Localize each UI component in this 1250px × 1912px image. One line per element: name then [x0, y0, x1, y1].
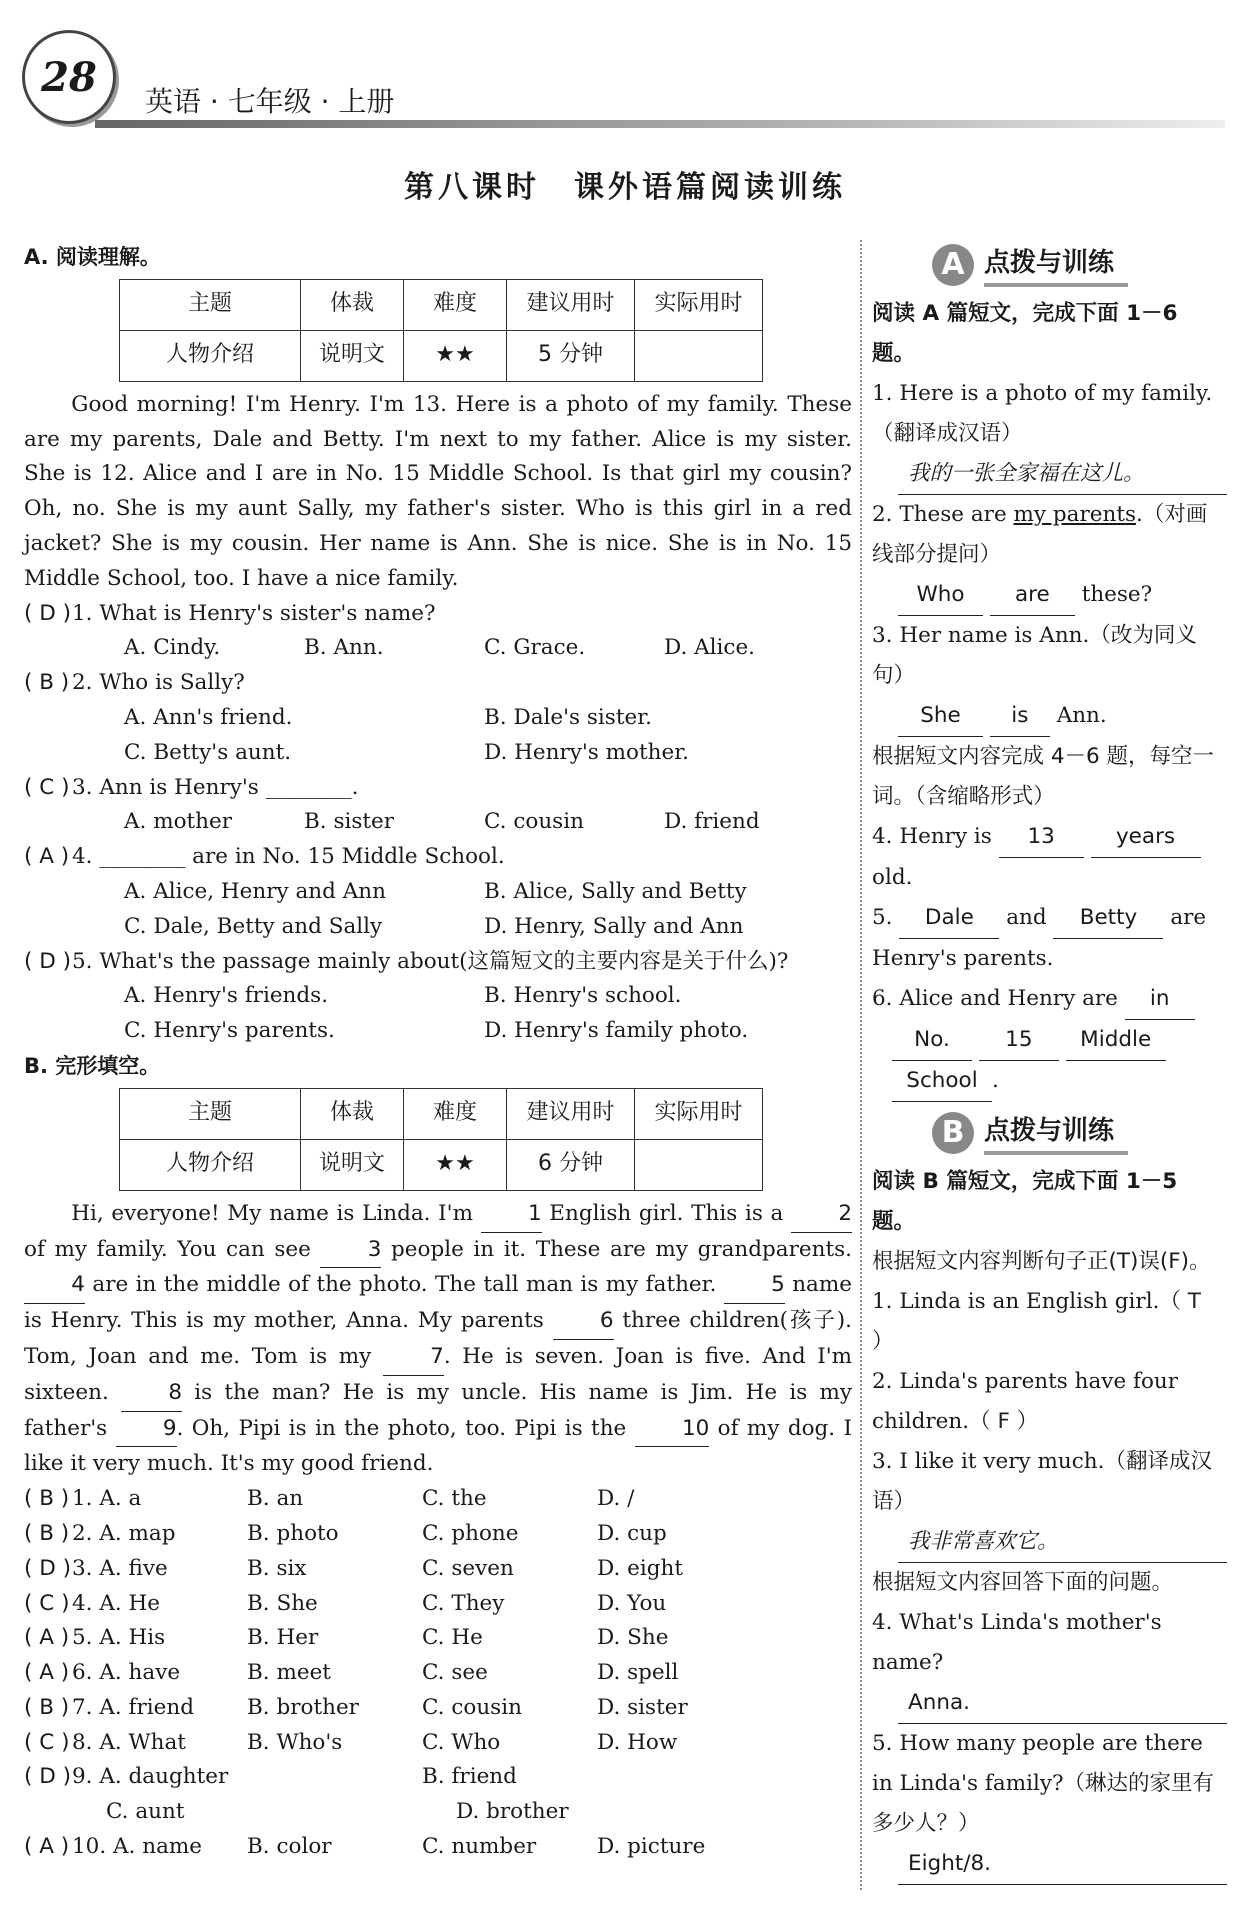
question-stem [24, 840, 852, 875]
section-a-info-table [119, 279, 763, 382]
stem-text: 5. What's the passage mainly about(这篇短文的主要内容是关于什么)? [72, 948, 789, 974]
option: B. Alice, Sally and Betty [484, 878, 747, 904]
tips-a-intro: 阅读 A 篇短文，完成下面 1－6 题。 [872, 301, 1178, 366]
blank-number: 8 [121, 1376, 182, 1412]
th-actual-time: 实际用时 [635, 279, 763, 330]
rb-a1: T [1187, 1289, 1201, 1314]
blank-number: 7 [383, 1340, 444, 1376]
option: C. Betty's aunt. [124, 739, 292, 765]
rb-a5: Eight/8. [898, 1844, 1227, 1885]
tips-a-intro2: 根据短文内容完成 4－6 题，每空一词。（含缩略形式） [872, 744, 1215, 809]
question-a-5 [24, 945, 852, 1049]
blank-number: 4 [24, 1268, 85, 1304]
passage-b [24, 1197, 852, 1482]
ra-q5 [872, 898, 1227, 979]
ra-a2-tail: these? [1081, 582, 1153, 607]
option-list [72, 1587, 772, 1622]
option: B. Dale's sister. [484, 704, 652, 730]
th-suggested-time: 建议用时 [507, 1088, 635, 1139]
option: D. How [597, 1729, 678, 1755]
passage-text: . He is seven. Joan is five. And I'm sixteen. [24, 1343, 852, 1405]
question-b-4 [24, 1587, 852, 1622]
question-a-3 [24, 771, 852, 841]
option: D. You [597, 1590, 667, 1616]
option: A. Ann's friend. [124, 704, 293, 730]
passage-text: three children(孩子). Tom, Joan and me. Tom is my [24, 1308, 853, 1369]
rb-q4: 4. What's Linda's mother's name? [872, 1610, 1162, 1675]
option: 3. A. five [72, 1555, 168, 1581]
answer-slot: ( B ) [24, 1520, 70, 1546]
question-b-9-cont [24, 1795, 852, 1830]
option [281, 1795, 456, 1830]
option: 10. A. name [72, 1834, 202, 1860]
option: C. They [422, 1590, 505, 1616]
option [247, 1760, 422, 1795]
option: C. phone [422, 1520, 519, 1546]
tips-b-header [932, 1108, 1227, 1158]
tips-b-intro: 阅读 B 篇短文，完成下面 1－5 题。 [872, 1169, 1178, 1234]
tips-b-intro2: 根据短文内容判断句子正(T)误(F)。 [872, 1249, 1211, 1274]
passage-a: Good morning! I'm Henry. I'm 13. Here is a photo of my family. These are my parents, Dale and Betty. I'm next to my father. Alice is my sister. She is 12. Alice and I are in No. 15 Middle School. Is that girl my cousin? Oh, no. She is my aunt Sally, my father's sister. Who is this girl in a red jacket? She is my cousin. Her name is Ann. She is nice. She is in No. 15 Middle School, too. I have a nice family. [24, 391, 852, 591]
option: B. six [247, 1555, 307, 1581]
option: D. Alice. [664, 635, 756, 661]
option: D. Henry's family photo. [484, 1018, 749, 1044]
ra-q5-blank2: Betty [1053, 898, 1163, 939]
ra-a3-blank1: She [898, 696, 983, 737]
ra-q6 [872, 979, 1227, 1102]
passage-text: are in the middle of the photo. The tall man is my father. [84, 1272, 724, 1298]
lesson-title: 第八课时 课外语篇阅读训练 [404, 170, 846, 205]
question-b-5 [24, 1621, 852, 1656]
option: D. brother [456, 1799, 569, 1825]
option [597, 1760, 772, 1795]
passage-text: of my dog. I like it very much. It's my good friend. [24, 1415, 852, 1477]
stem-text: 4. ________ are in No. 15 Middle School. [72, 844, 505, 870]
option-list [72, 1517, 772, 1552]
option: D. Henry, Sally and Ann [484, 913, 744, 939]
ra-q5-num: 5. [872, 905, 893, 930]
th-genre: 体裁 [301, 1088, 404, 1139]
option-list [24, 1795, 852, 1830]
option: B. friend [422, 1764, 517, 1790]
answer-slot: ( B ) [24, 1486, 70, 1512]
ra-q6-blank2: No. [892, 1020, 972, 1061]
question-stem [24, 597, 852, 632]
option: B. Ann. [304, 635, 384, 661]
option: D. sister [597, 1694, 688, 1720]
ra-q6-blank4: Middle [1066, 1020, 1166, 1061]
option-list [72, 1482, 772, 1517]
ra-a2-blank1: Who [898, 575, 983, 616]
answer-slot: ( C ) [24, 774, 70, 800]
ra-q3: 3. Her name is Ann.（改为同义句） [872, 623, 1197, 688]
option: A. Cindy. [124, 635, 221, 661]
option: B. Who's [247, 1729, 343, 1755]
column-divider [860, 240, 862, 1890]
option: 7. A. friend [72, 1694, 194, 1720]
section-b-info-table [119, 1088, 763, 1191]
th-genre: 体裁 [301, 279, 404, 330]
blank-number: 1 [481, 1197, 542, 1233]
question-b-3 [24, 1552, 852, 1587]
option-list [72, 1760, 772, 1795]
page-number: 28 [22, 30, 116, 124]
ra-q2: 2. These are my parents.（对画线部分提问） [872, 502, 1208, 567]
td-difficulty: ★★ [404, 1139, 507, 1190]
rb-q2: 2. Linda's parents have four children.（ F ） [872, 1369, 1179, 1434]
ra-q1: 1. Here is a photo of my family.（翻译成汉语） [872, 381, 1213, 446]
answer-slot: ( A ) [24, 1625, 70, 1651]
option: C. Who [422, 1729, 501, 1755]
option: B. color [247, 1834, 332, 1860]
badge-a-icon: A [932, 244, 974, 286]
passage-text: name is Henry. This is my mother, Anna. My parents [24, 1272, 852, 1334]
ra-a3-blank2: is [990, 696, 1050, 737]
option: B. photo [247, 1520, 339, 1546]
question-b-1 [24, 1482, 852, 1517]
rb-q1-text: 1. Linda is an English girl.（ [872, 1289, 1181, 1314]
passage-text: of my family. You can see [24, 1236, 321, 1262]
badge-b-icon: B [932, 1112, 974, 1154]
th-actual-time: 实际用时 [635, 1088, 763, 1139]
right-column [872, 240, 1227, 1885]
rb-a3: 我非常喜欢它。 [898, 1522, 1227, 1563]
question-a-1 [24, 597, 852, 667]
stem-text: 1. What is Henry's sister's name? [72, 600, 436, 626]
option: B. Her [247, 1625, 319, 1651]
option: B. an [247, 1486, 304, 1512]
ra-a2-blank2: are [990, 575, 1075, 616]
subject-title: 英语 · 七年级 · 上册 [145, 85, 395, 118]
rb-a2: F [997, 1409, 1010, 1434]
blank-number: 10 [635, 1412, 710, 1448]
option: 4. A. He [72, 1590, 161, 1616]
option: C. number [422, 1834, 537, 1860]
option: C. cousin [484, 809, 584, 835]
option: C. the [422, 1486, 487, 1512]
ra-q5-and: and [1006, 905, 1047, 930]
tips-b-title: 点拨与训练 [984, 1111, 1128, 1155]
ra-q4-text: 4. Henry is [872, 824, 992, 849]
page-header [0, 0, 1250, 140]
option-list [24, 631, 852, 666]
option: A. Henry's friends. [124, 983, 329, 1009]
option [631, 1795, 806, 1830]
option: D. picture [597, 1834, 706, 1860]
answer-slot: ( D ) [24, 1764, 71, 1790]
ra-q2-underlined: my parents [1013, 502, 1136, 527]
option: B. Henry's school. [484, 983, 682, 1009]
ra-a3 [872, 696, 1227, 737]
ra-q6-text: 6. Alice and Henry are [872, 986, 1118, 1011]
tips-a-header [932, 240, 1227, 290]
ra-a1: 我的一张全家福在这儿。 [898, 454, 1227, 495]
tips-a-title: 点拨与训练 [984, 243, 1128, 287]
ra-q6-blank3: 15 [979, 1020, 1059, 1061]
blank-number: 3 [320, 1233, 381, 1269]
option: 2. A. map [72, 1520, 176, 1546]
passage-text: is the man? He is my uncle. His name is Jim. He is my father's [24, 1379, 852, 1441]
answer-slot: ( D ) [24, 600, 71, 626]
option: C. see [422, 1660, 488, 1686]
option-list [24, 979, 852, 1049]
option: A. mother [124, 809, 233, 835]
stem-text: 2. Who is Sally? [72, 670, 245, 696]
header-rule [95, 120, 1225, 128]
passage-text: . Oh, Pipi is in the photo, too. Pipi is the [176, 1415, 635, 1441]
question-b-10 [24, 1830, 852, 1865]
ra-q6-blank5: School [892, 1061, 992, 1102]
ra-q4-blank2: years [1091, 817, 1201, 858]
question-stem [24, 666, 852, 701]
option: C. seven [422, 1555, 514, 1581]
option: 5. A. His [72, 1625, 166, 1651]
td-suggested-time: 5 分钟 [507, 330, 635, 381]
ra-q6-period: . [992, 1068, 999, 1093]
answer-slot: ( B ) [24, 1694, 70, 1720]
option: B. She [247, 1590, 318, 1616]
td-topic: 人物介绍 [120, 1139, 301, 1190]
answer-slot: ( A ) [24, 1660, 70, 1686]
td-difficulty: ★★ [404, 330, 507, 381]
option: C. Grace. [484, 635, 586, 661]
option-list [72, 1656, 772, 1691]
td-suggested-time: 6 分钟 [507, 1139, 635, 1190]
answer-slot: ( A ) [24, 844, 70, 870]
td-genre: 说明文 [301, 330, 404, 381]
option: C. Henry's parents. [124, 1018, 335, 1044]
th-difficulty: 难度 [404, 1088, 507, 1139]
option: D. friend [664, 809, 760, 835]
rb-q2-text: 2. Linda's parents have four children.（ [872, 1369, 1179, 1434]
option: 6. A. have [72, 1660, 181, 1686]
blank-number: 5 [724, 1268, 785, 1304]
answer-slot: ( B ) [24, 670, 70, 696]
th-suggested-time: 建议用时 [507, 279, 635, 330]
question-b-2 [24, 1517, 852, 1552]
ra-q4 [872, 817, 1227, 898]
answer-slot: ( D ) [24, 1555, 71, 1581]
ra-q5-blank1: Dale [899, 898, 999, 939]
section-b-questions [24, 1482, 852, 1865]
passage-text: Hi, everyone! My name is Linda. I'm [71, 1200, 481, 1226]
ra-q6-blank1: in [1125, 979, 1195, 1020]
blank-number: 6 [553, 1304, 614, 1340]
section-a-title: A. 阅读理解。 [24, 245, 161, 269]
option: C. Dale, Betty and Sally [124, 913, 383, 939]
answer-slot: ( C ) [24, 1729, 70, 1755]
option-list [72, 1726, 772, 1761]
option-list [72, 1552, 772, 1587]
option: 1. A. a [72, 1486, 142, 1512]
option: D. Henry's mother. [484, 739, 689, 765]
td-topic: 人物介绍 [120, 330, 301, 381]
option: C. He [422, 1625, 483, 1651]
option: D. cup [597, 1520, 667, 1546]
option: D. eight [597, 1555, 683, 1581]
th-difficulty: 难度 [404, 279, 507, 330]
question-stem [24, 771, 852, 806]
blank-number: 9 [116, 1412, 177, 1448]
rb-a4: Anna. [898, 1683, 1227, 1724]
option-list [24, 875, 852, 945]
option: D. / [597, 1486, 635, 1512]
question-a-2 [24, 666, 852, 770]
blank-number: 2 [791, 1197, 852, 1233]
option-list [72, 1691, 772, 1726]
ra-a2 [872, 575, 1227, 616]
option: B. meet [247, 1660, 331, 1686]
rb-q3: 3. I like it very much.（翻译成汉语） [872, 1449, 1212, 1514]
left-column [24, 240, 852, 1865]
option: A. Alice, Henry and Ann [124, 878, 386, 904]
question-b-7 [24, 1691, 852, 1726]
option: C. cousin [422, 1694, 522, 1720]
option: 8. A. What [72, 1729, 186, 1755]
ra-a3-tail: Ann. [1056, 703, 1107, 728]
rb-q1: 1. Linda is an English girl.（ T ） [872, 1289, 1201, 1354]
option: B. brother [247, 1694, 359, 1720]
td-actual-time [635, 330, 763, 381]
question-stem [24, 945, 852, 980]
question-b-9 [24, 1760, 852, 1795]
ra-q4-blank1: 13 [999, 817, 1084, 858]
option-list [24, 805, 852, 840]
answer-slot: ( D ) [24, 948, 71, 974]
th-topic: 主题 [120, 1088, 301, 1139]
td-genre: 说明文 [301, 1139, 404, 1190]
td-actual-time [635, 1139, 763, 1190]
option-list [72, 1621, 772, 1656]
passage-text: English girl. This is a [541, 1200, 792, 1226]
question-b-6 [24, 1656, 852, 1691]
option-list [24, 701, 852, 771]
answer-slot: ( A ) [24, 1834, 70, 1860]
section-a-questions [24, 597, 852, 1049]
answer-slot: ( C ) [24, 1590, 70, 1616]
question-a-4 [24, 840, 852, 944]
passage-text: people in it. These are my grandparents. [381, 1236, 852, 1262]
tips-b-intro3: 根据短文内容回答下面的问题。 [872, 1570, 1174, 1595]
stem-text: 3. Ann is Henry's ________. [72, 774, 359, 800]
option: D. She [597, 1625, 669, 1651]
question-b-8 [24, 1726, 852, 1761]
ra-q4-tail: old. [872, 865, 913, 890]
section-b-title: B. 完形填空。 [24, 1053, 161, 1078]
rb-q5: 5. How many people are there in Linda's family?（琳达的家里有多少人？） [872, 1731, 1215, 1836]
option-list [72, 1830, 772, 1865]
option: 9. A. daughter [72, 1764, 229, 1790]
option: D. spell [597, 1660, 679, 1686]
option: C. aunt [106, 1799, 185, 1825]
ra-q5-tail: Henry's parents. [872, 946, 1054, 971]
ra-q5-are: are [1170, 905, 1207, 930]
th-topic: 主题 [120, 279, 301, 330]
option: B. sister [304, 809, 395, 835]
